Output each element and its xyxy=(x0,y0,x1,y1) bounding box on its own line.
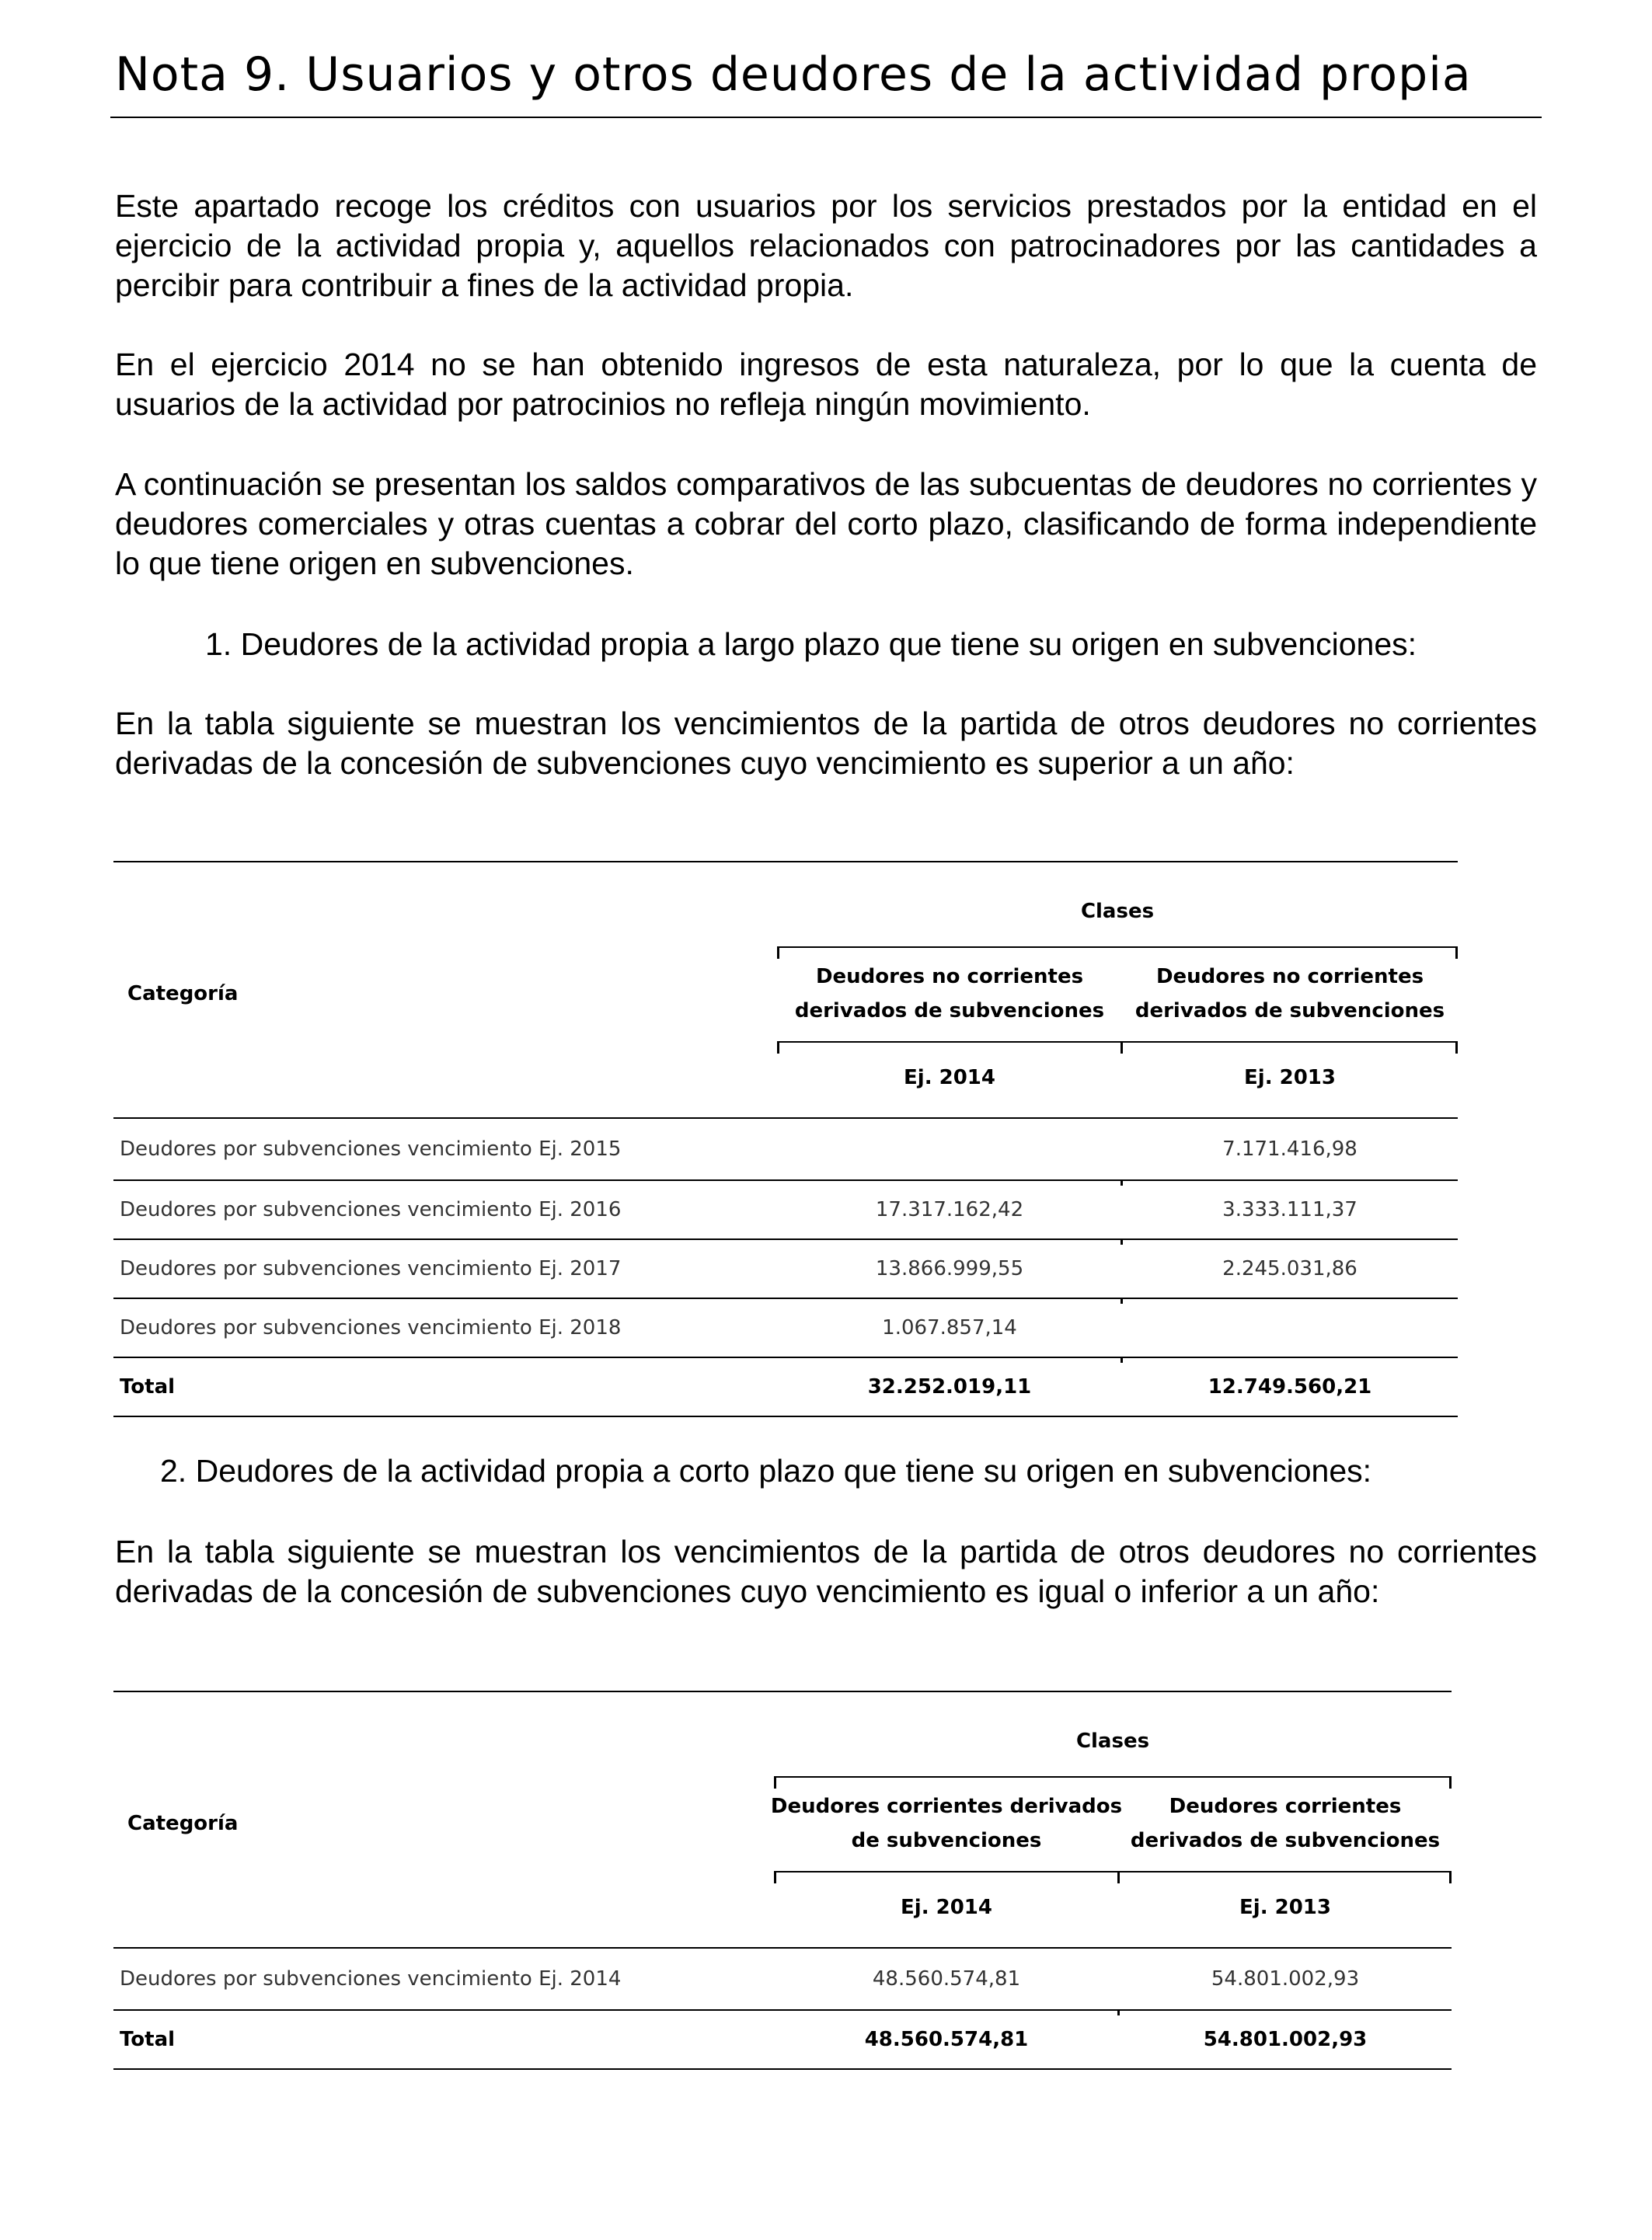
group-header: Clases xyxy=(1080,900,1155,923)
row-value-2014 xyxy=(777,1122,1122,1176)
row-value-2014: 13.866.999,55 xyxy=(875,1257,1024,1280)
row-label: Deudores por subvenciones vencimiento Ej. 2018 xyxy=(120,1316,622,1339)
col2-header-line2: derivados de subvenciones xyxy=(1134,999,1445,1022)
row-label: Deudores por subvenciones vencimiento Ej. 2017 xyxy=(120,1257,622,1280)
header-bottom-rule xyxy=(113,1947,1452,1949)
section2-heading: 2. Deudores de la actividad propia a corto plazo que tiene su origen en subvenciones: xyxy=(160,1453,1372,1489)
row-value-2013: 2.245.031,86 xyxy=(1222,1257,1357,1280)
table-long-term xyxy=(113,861,1458,1420)
row-value-2014: 1.067.857,14 xyxy=(882,1316,1017,1339)
col2-header-line1: Deudores corrientes xyxy=(1169,1795,1402,1818)
col1-year: Ej. 2014 xyxy=(904,1066,995,1089)
col2-year: Ej. 2013 xyxy=(1244,1066,1336,1089)
year-bracket xyxy=(774,1871,1452,1872)
row-label: Deudores por subvenciones vencimiento Ej. 2014 xyxy=(120,1967,622,1991)
col1-header-line1: Deudores no corrientes xyxy=(815,965,1084,988)
total-value-2013: 54.801.002,93 xyxy=(1203,2028,1368,2051)
table-bottom-rule xyxy=(113,2068,1452,2070)
section1-intro: En la tabla siguiente se muestran los vencimientos de la partida de otros deudores no corrientes derivadas de la concesión de subvenciones cuyo vencimiento es superior a un año: xyxy=(115,705,1537,781)
col1-header-line1: Deudores corrientes derivados xyxy=(770,1795,1123,1818)
total-value-2014: 48.560.574,81 xyxy=(864,2028,1029,2051)
row-value-2014: 17.317.162,42 xyxy=(875,1198,1024,1221)
row-label: Deudores por subvenciones vencimiento Ej. 2015 xyxy=(120,1137,622,1161)
paragraph-2: En el ejercicio 2014 no se han obtenido ingresos de esta naturaleza, por lo que la cuenta de usuarios de la actividad por patrocinios no refleja ningún movimiento. xyxy=(115,347,1537,422)
row-label: Deudores por subvenciones vencimiento Ej. 2016 xyxy=(120,1198,622,1221)
category-header: Categoría xyxy=(127,982,239,1005)
table-short-term xyxy=(113,1691,1452,2071)
group-bracket xyxy=(777,946,1458,948)
col1-header-line2: derivados de subvenciones xyxy=(794,999,1105,1022)
paragraph-1: Este apartado recoge los créditos con usuarios por los servicios prestados por la entidad en el ejercicio de la actividad propia y, aquellos relacionados con patrocinadores por las cantidades a percibir para contribuir a fines de la actividad propia. xyxy=(115,188,1537,303)
paragraph-3: A continuación se presentan los saldos comparativos de las subcuentas de deudores no corrientes y deudores comerciales y otras cuentas a cobrar del corto plazo, clasificando de forma independiente lo que tiene origen en subvenciones. xyxy=(115,466,1537,581)
category-header: Categoría xyxy=(127,1812,239,1835)
total-value-2014: 32.252.019,11 xyxy=(867,1375,1032,1399)
section1-heading: 1. Deudores de la actividad propia a largo plazo que tiene su origen en subvenciones: xyxy=(205,626,1417,662)
section2-intro: En la tabla siguiente se muestran los vencimientos de la partida de otros deudores no corrientes derivadas de la concesión de subvenciones cuyo vencimiento es igual o inferior a un año: xyxy=(115,1534,1537,1609)
col1-header-line2: de subvenciones xyxy=(851,1829,1042,1852)
col1-year: Ej. 2014 xyxy=(901,1896,992,1919)
total-label: Total xyxy=(120,1375,176,1399)
row-value-2013 xyxy=(1122,1299,1458,1357)
total-value-2013: 12.749.560,21 xyxy=(1208,1375,1372,1399)
table-top-rule xyxy=(113,861,1458,862)
row-value-2013: 3.333.111,37 xyxy=(1222,1198,1357,1221)
table-top-rule xyxy=(113,1691,1452,1692)
row-value-2013: 54.801.002,93 xyxy=(1211,1967,1360,1991)
row-value-2013: 7.171.416,98 xyxy=(1222,1137,1357,1161)
group-header: Clases xyxy=(1075,1730,1150,1753)
table-bottom-rule xyxy=(113,1416,1458,1417)
col2-header-line1: Deudores no corrientes xyxy=(1155,965,1424,988)
header-bottom-rule xyxy=(113,1117,1458,1119)
row-value-2014: 48.560.574,81 xyxy=(872,1967,1021,1991)
year-bracket xyxy=(777,1041,1458,1043)
col2-header-line2: derivados de subvenciones xyxy=(1130,1829,1441,1852)
col2-year: Ej. 2013 xyxy=(1239,1896,1331,1919)
group-bracket xyxy=(774,1776,1452,1778)
page-title: Nota 9. Usuarios y otros deudores de la actividad propia xyxy=(115,47,1472,102)
title-underline xyxy=(110,117,1542,118)
total-label: Total xyxy=(120,2028,176,2051)
